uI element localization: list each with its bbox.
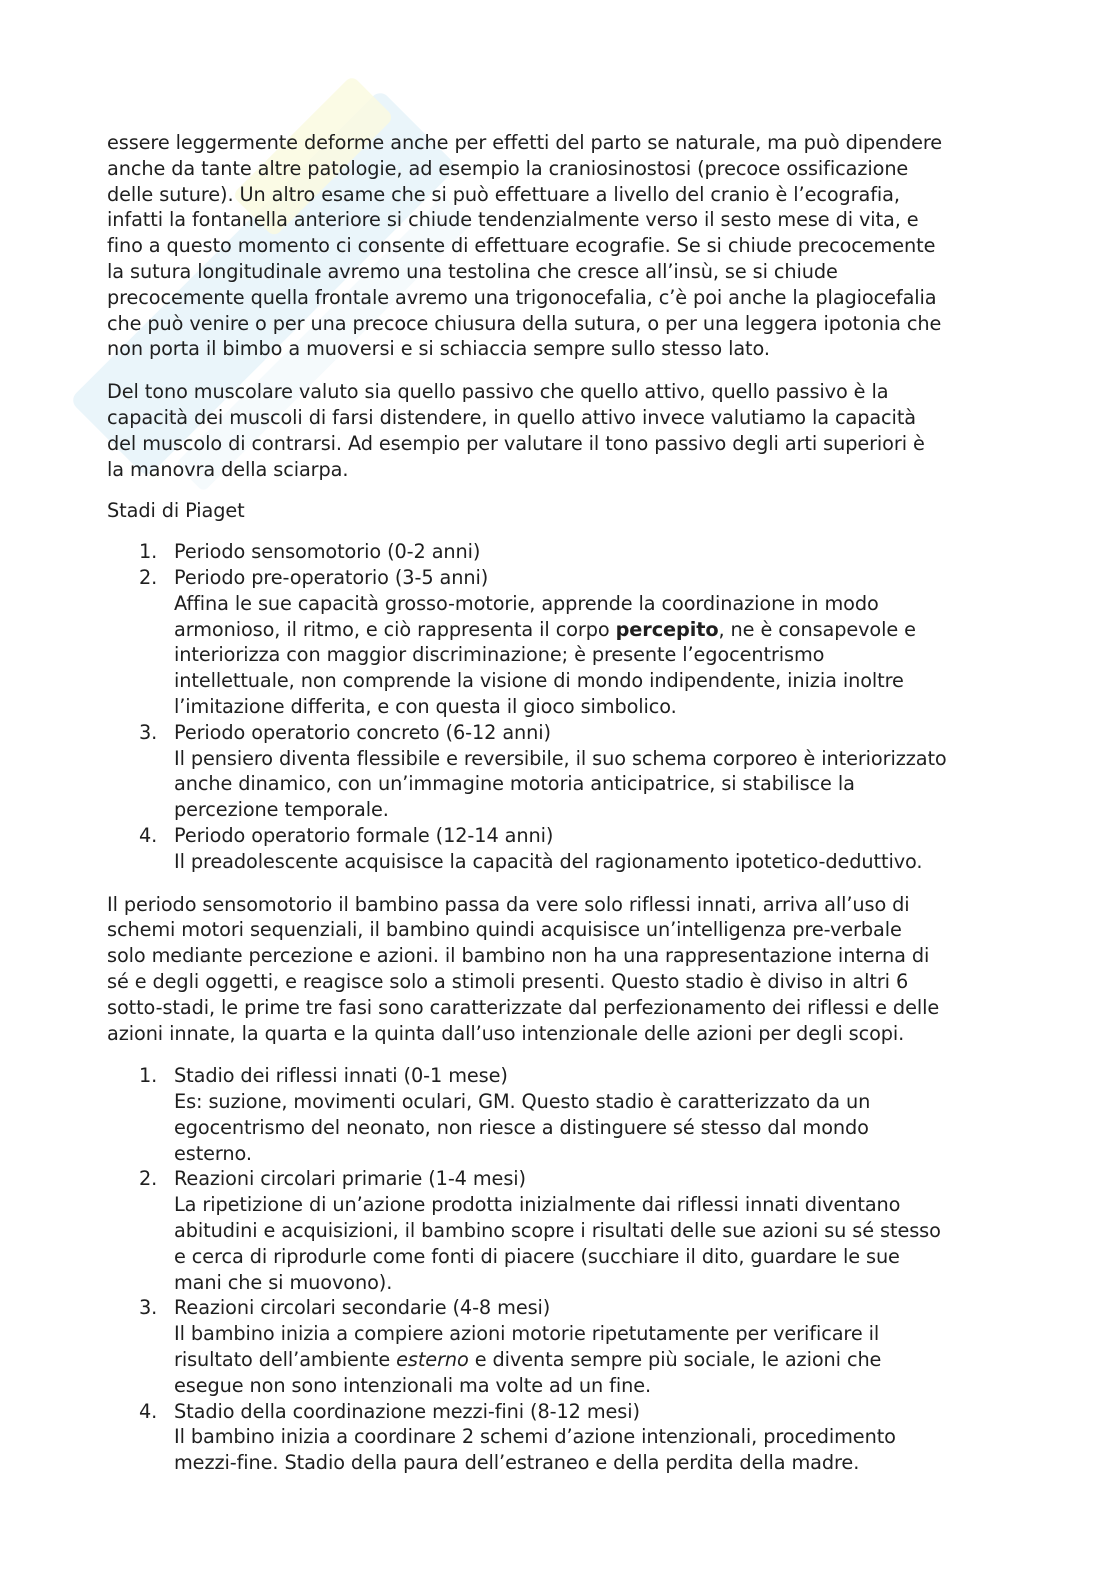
- list-item: [107, 823, 1011, 875]
- list-number: 3.: [139, 720, 158, 744]
- list-number: 1.: [139, 1064, 158, 1088]
- stage-title: Reazioni circolari primarie (1-4 mesi): [174, 1167, 526, 1191]
- list-number: 3.: [139, 1296, 158, 1320]
- stage-title: Periodo sensomotorio (0-2 anni): [174, 540, 481, 564]
- list-number: 4.: [139, 1399, 158, 1423]
- stage-title: Periodo operatorio concreto (6-12 anni): [174, 720, 551, 744]
- sensorimotor-substages-list: [107, 1063, 1011, 1476]
- piaget-heading: Stadi di Piaget: [107, 499, 245, 523]
- muscle-tone-paragraph: Del tono muscolare valuto sia quello passivo che quello attivo, quello passivo è la capacità dei muscoli di farsi distendere, in quello attivo invece valutiamo la capacità del muscolo di contrarsi. Ad esempio per valutare il tono passivo degli arti superiori è la manovra della sciarpa.: [107, 380, 925, 481]
- stage-title: Periodo operatorio formale (12-14 anni): [174, 823, 554, 847]
- list-item: [107, 720, 1011, 823]
- stage-description: La ripetizione di un’azione prodotta inizialmente dai riflessi innati diventano abitudini e acquisizioni, il bambino scopre i risultati delle sue azioni su sé stesso e cerca di riprodurle come fonti di piacere (succhiare il dito, guardare le sue mani che si muovono).: [174, 1193, 941, 1294]
- stage-description: Il bambino inizia a coordinare 2 schemi d’azione intenzionali, procedimento mezzi-fine. Stadio della paura dell’estraneo e della perdita della madre.: [174, 1425, 896, 1475]
- stage-title: Stadio dei riflessi innati (0-1 mese): [174, 1064, 508, 1088]
- list-number: 2.: [139, 1167, 158, 1191]
- stage-title: Stadio della coordinazione mezzi-fini (8-12 mesi): [174, 1399, 640, 1423]
- list-number: 4.: [139, 823, 158, 847]
- list-item: [107, 1166, 1011, 1295]
- list-item: [107, 1399, 1011, 1476]
- stage-title: Reazioni circolari secondarie (4-8 mesi): [174, 1296, 551, 1320]
- list-number: 1.: [139, 540, 158, 564]
- sensorimotor-paragraph: Il periodo sensomotorio il bambino passa da vere solo riflessi innati, arriva all’uso di schemi motori sequenziali, il bambino quindi acquisisce un’intelligenza pre-verbale solo mediante percezione e azioni. il bambino non ha una rappresentazione interna di sé e degli oggetti, e reagisce solo a stimoli presenti. Questo stadio è diviso in altri 6 sotto-stadi, le prime tre fasi sono caratterizzate dal perfezionamento dei riflessi e delle azioni innate, la quarta e la quinta dall’uso intenzionale delle azioni per degli scopi.: [107, 892, 940, 1045]
- list-item: [107, 1295, 1011, 1398]
- stage-title: Periodo pre-operatorio (3-5 anni): [174, 565, 489, 589]
- list-item: [107, 539, 1011, 565]
- bold-term: percepito: [615, 617, 719, 641]
- piaget-stages-list: [107, 539, 1011, 874]
- stage-description: Il preadolescente acquisisce la capacità del ragionamento ipotetico-deduttivo.: [174, 849, 923, 873]
- list-number: 2.: [139, 565, 158, 589]
- stage-description: Il pensiero diventa flessibile e reversibile, il suo schema corporeo è interiorizzato anche dinamico, con un’immagine motoria anticipatrice, si stabilisce la percezione temporale.: [174, 746, 947, 822]
- stage-description: Il bambino inizia a compiere azioni motorie ripetutamente per verificare il risultato dell’ambiente esterno e diventa sempre più sociale, le azioni che esegue non sono intenzionali ma volte ad un fine.: [174, 1322, 882, 1397]
- stage-description: Affina le sue capacità grosso-motorie, apprende la coordinazione in modo armonioso, il ritmo, e ciò rappresenta il corpo percepito, ne è consapevole e interiorizza con maggior discriminazione; è presente l’egocentrismo intellettuale, non comprende la visione di mondo indipendente, inizia inoltre l’imitazione differita, e con questa il gioco simbolico.: [174, 591, 916, 718]
- document-page: [107, 130, 1011, 1476]
- stage-description: Es: suzione, movimenti oculari, GM. Questo stadio è caratterizzato da un egocentrismo del neonato, non riesce a distinguere sé stesso dal mondo esterno.: [174, 1090, 871, 1165]
- list-item: [107, 1063, 1011, 1166]
- italic-term: esterno: [396, 1348, 469, 1372]
- list-item: [107, 565, 1011, 720]
- intro-paragraph: essere leggermente deforme anche per effetti del parto se naturale, ma può dipendere anche da tante altre patologie, ad esempio la craniosinostosi (precoce ossificazione delle suture). Un altro esame che si può effettuare a livello del cranio è l’ecografia, infatti la fontanella anteriore si chiude tendenzialmente verso il sesto mese di vita, e fino a questo momento ci consente di effettuare ecografie. Se si chiude precocemente la sutura longitudinale avremo una testolina che cresce all’insù, se si chiude precocemente quella frontale avremo una trigonocefalia, c’è poi anche la plagiocefalia che può venire o per una precoce chiusura della sutura, o per una leggera ipotonia che non porta il bimbo a muoversi e si schiaccia sempre sullo stesso lato.: [107, 131, 943, 361]
